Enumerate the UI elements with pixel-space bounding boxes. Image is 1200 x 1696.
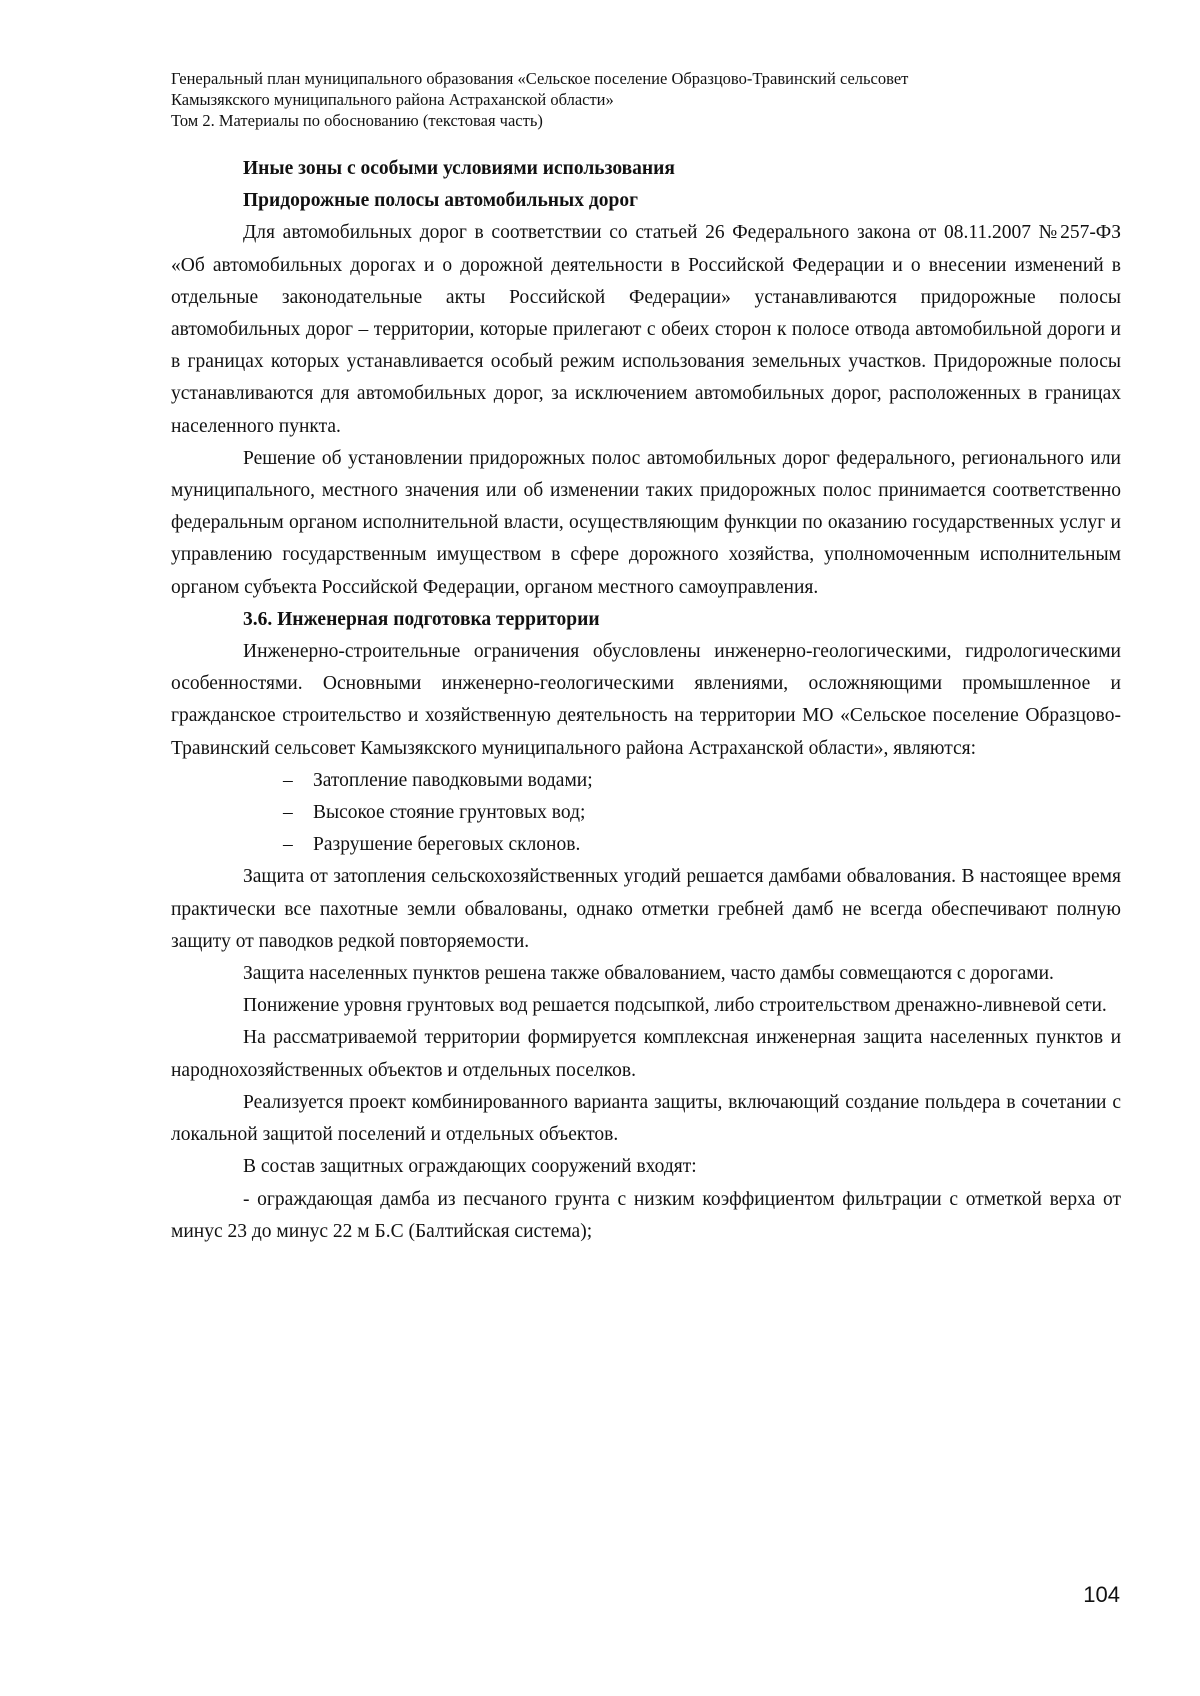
document-body [171, 153, 1121, 1248]
paragraph: Защита населенных пунктов решена также обвалованием, часто дамбы совмещаются с дорогами. [243, 963, 1054, 985]
paragraph: На рассматриваемой территории формируется комплексная инженерная защита населенных пунктов и народнохозяйственных объектов и отдельных поселков. [171, 1027, 1121, 1081]
list-item-text: Разрушение береговых склонов. [313, 834, 581, 856]
running-header [171, 68, 1121, 131]
paragraph: - ограждающая дамба из песчаного грунта с низким коэффициентом фильтрации с отметкой верха от минус 23 до минус 22 м Б.С (Балтийская система); [171, 1188, 1121, 1242]
list-item [171, 765, 1121, 797]
list-item [171, 797, 1121, 829]
page-number: 104 [1083, 1582, 1120, 1607]
paragraph: Понижение уровня грунтовых вод решается подсыпкой, либо строительством дренажно-ливневой сети. [243, 995, 1107, 1017]
dash-bullet: – [283, 834, 293, 856]
paragraph: В состав защитных ограждающих сооружений входят: [243, 1156, 697, 1178]
paragraph: Решение об установлении придорожных полос автомобильных дорог федерального, регионального или муниципального, местного значения или об изменении таких придорожных полос принимается соответственно федеральным органом исполнительной власти, осуществляющим функции по оказанию государственных услуг и управлению государственным имуществом в сфере дорожного хозяйства, уполномоченным исполнительным органом субъекта Российской Федерации, органом местного самоуправления. [171, 447, 1121, 598]
subsection-title-2: Придорожные полосы автомобильных дорог [243, 190, 638, 212]
list-item-text: Высокое стояние грунтовых вод; [313, 802, 586, 824]
paragraph: Реализуется проект комбинированного варианта защиты, включающий создание польдера в сочетании с локальной защитой поселений и отдельных объектов. [171, 1091, 1121, 1146]
section-title: 3.6. Инженерная подготовка территории [243, 608, 600, 630]
document-page [171, 68, 1121, 1248]
paragraph: Инженерно-строительные ограничения обусловлены инженерно-геологическими, гидрологическими особенностями. Основными инженерно-геологическими явлениями, осложняющими промышленное и гражданское строительство и хозяйственную деятельность на территории МО «Сельское поселение Образцово-Травинский сельсовет Камызякского муниципального района Астраханской области», являются: [171, 641, 1121, 759]
header-line-2: Камызякского муниципального района Астраханской области» [171, 90, 614, 109]
list-item [171, 829, 1121, 861]
header-line-1: Генеральный план муниципального образования «Сельское поселение Образцово-Травинский сельсовет [171, 69, 909, 88]
header-line-3: Том 2. Материалы по обоснованию (текстовая часть) [171, 111, 543, 130]
list-item-text: Затопление паводковыми водами; [313, 769, 593, 791]
subsection-title-1: Иные зоны с особыми условиями использования [243, 158, 675, 179]
dash-bullet: – [283, 802, 293, 824]
dash-bullet: – [283, 769, 293, 791]
paragraph: Для автомобильных дорог в соответствии со статьей 26 Федерального закона от 08.11.2007 №257-ФЗ «Об автомобильных дорогах и о дорожной деятельности в Российской Федерации и о внесении изменений в отдельные законодательные акты Российской Федерации» устанавливаются придорожные полосы автомобильных дорог – территории, которые прилегают с обеих сторон к полосе отвода автомобильной дороги и в границах которых устанавливается особый режим использования земельных участков. Придорожные полосы устанавливаются для автомобильных дорог, за исключением автомобильных дорог, расположенных в границах населенного пункта. [171, 222, 1121, 437]
hazard-list [171, 765, 1121, 862]
paragraph: Защита от затопления сельскохозяйственных угодий решается дамбами обвалования. В настоящее время практически все пахотные земли обвалованы, однако отметки гребней дамб не всегда обеспечивают полную защиту от паводков редкой повторяемости. [171, 866, 1121, 952]
